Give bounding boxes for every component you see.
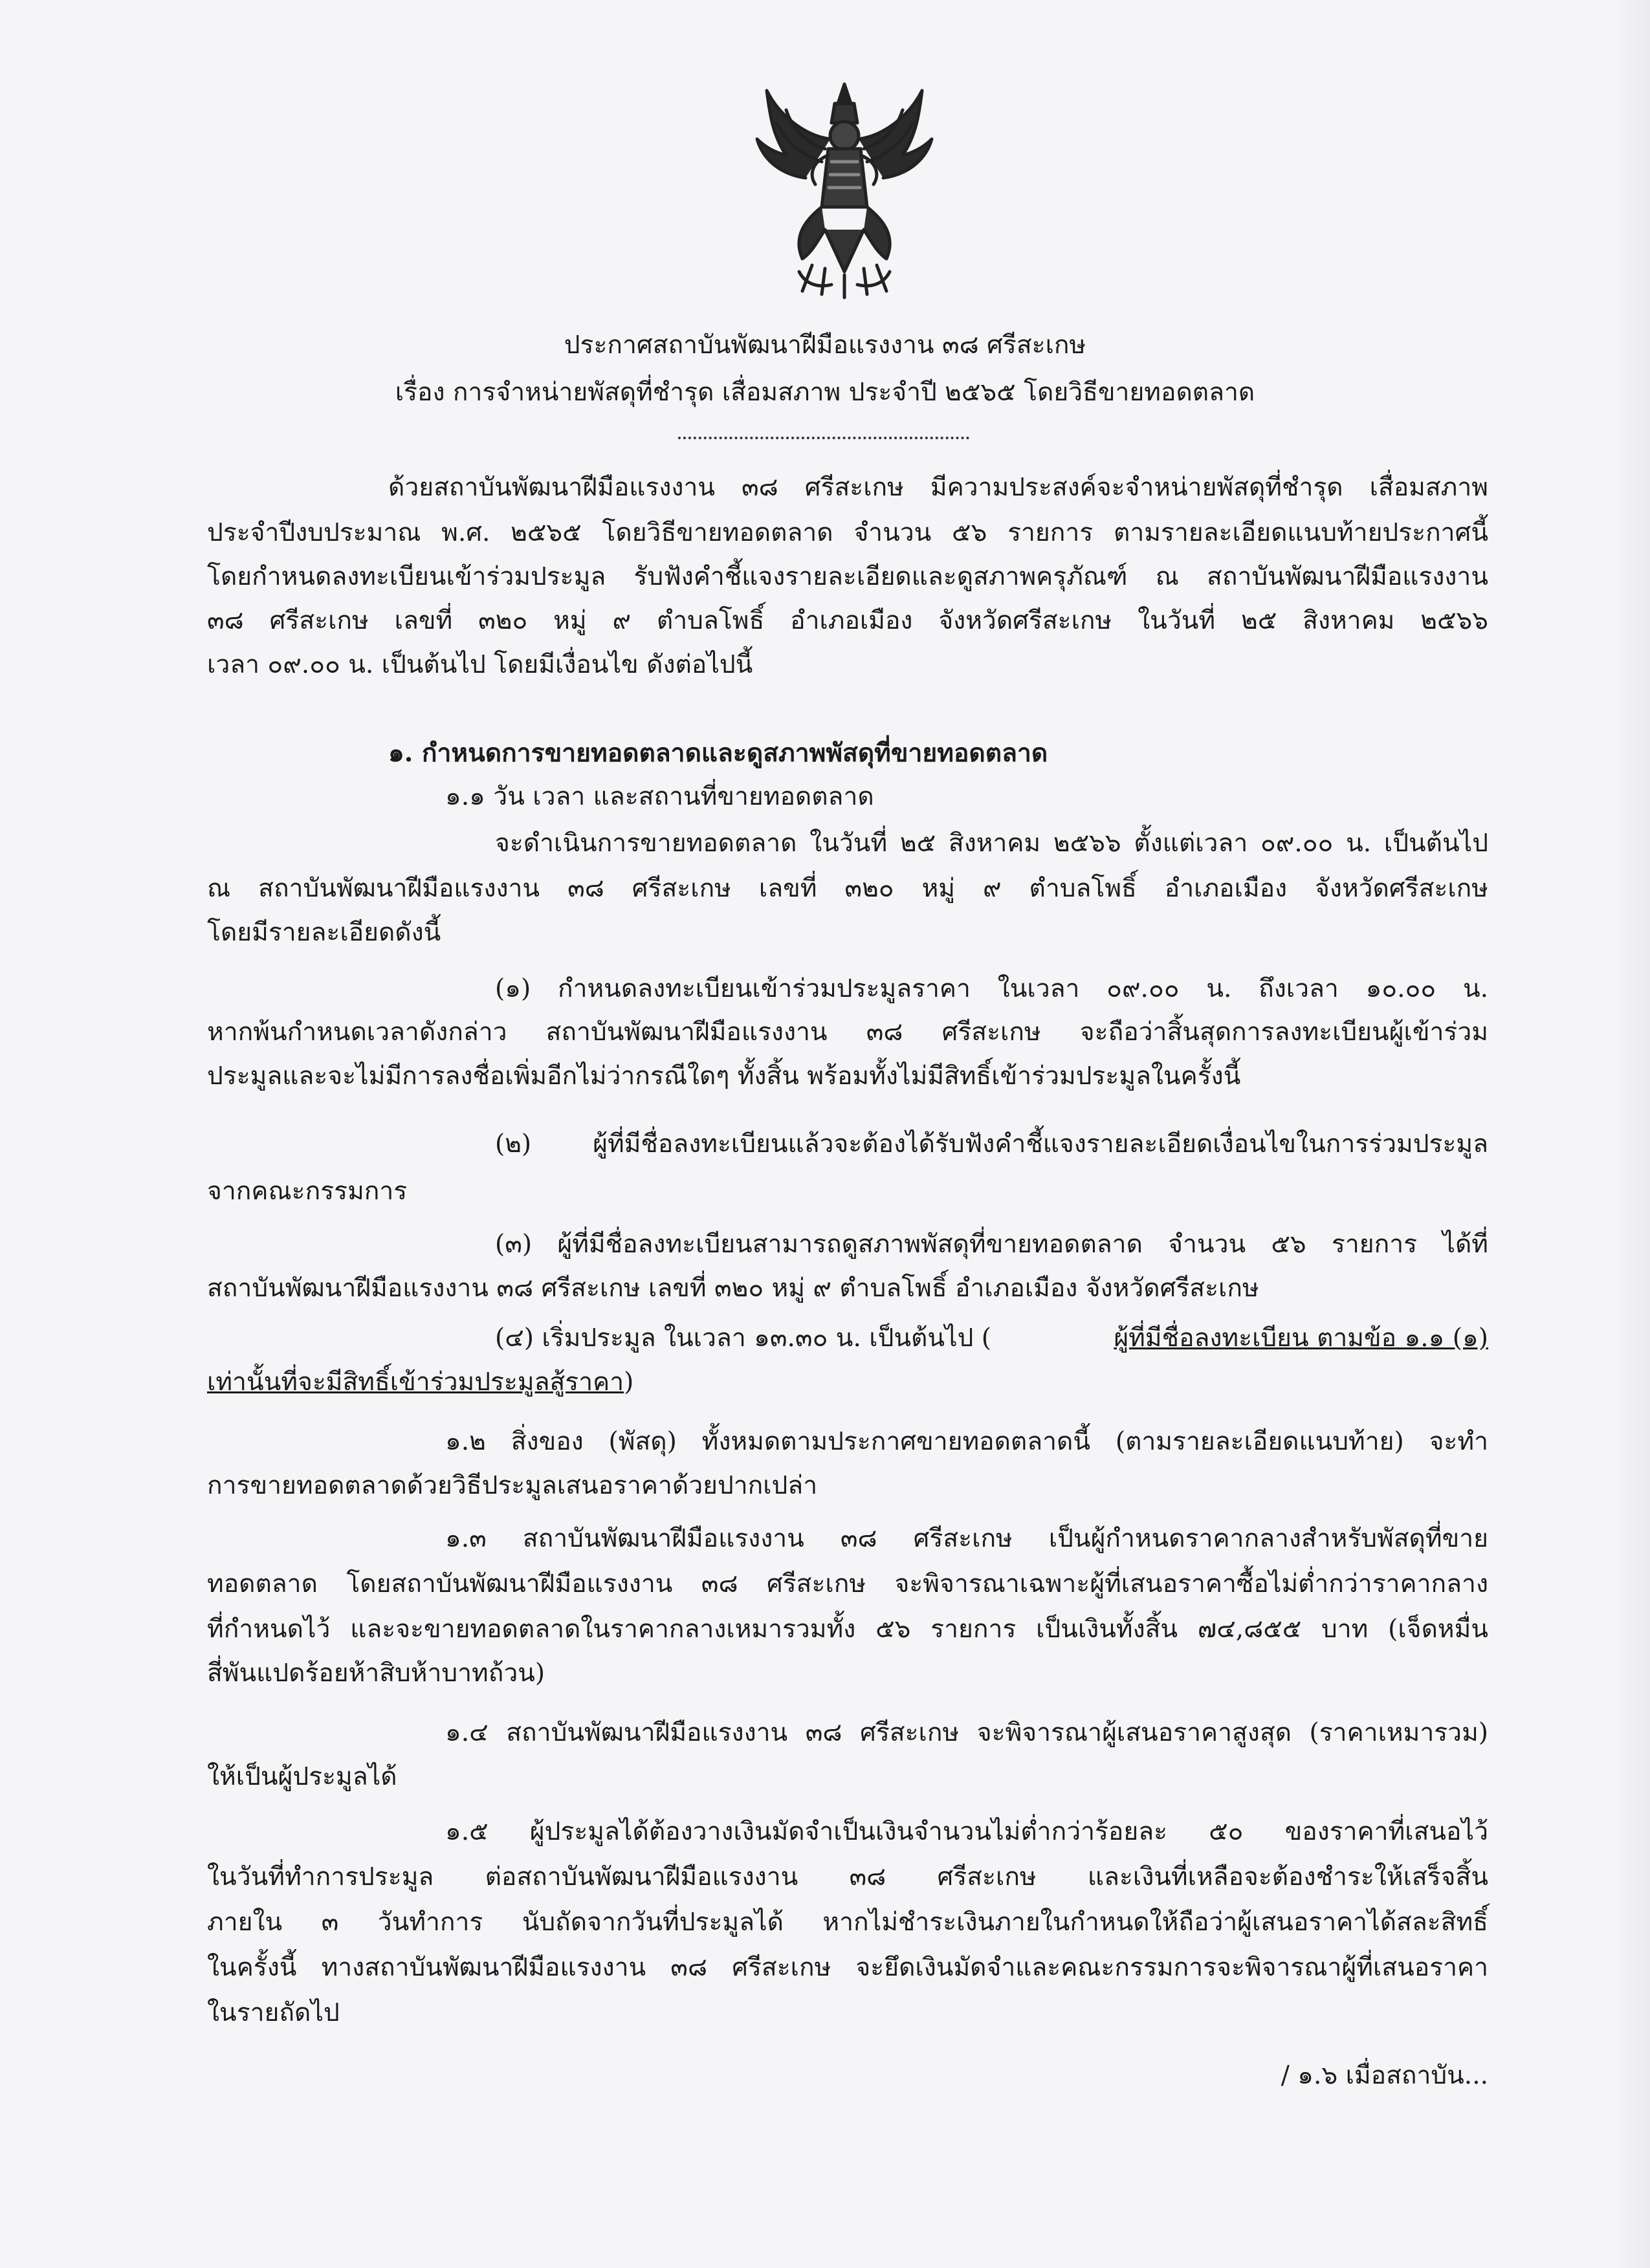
section-1-1-line: จะดำเนินการขายทอดตลาด ในวันที่ ๒๕ สิงหาคม ๒๕๖๖ ตั้งแต่เวลา ๐๙.๐๐ น. เป็นต้นไป [495, 829, 1488, 858]
section-1-3-line: ทอดตลาด โดยสถาบันพัฒนาฝีมือแรงงาน ๓๘ ศรีสะเกษ จะพิจารณาเฉพาะผู้ที่เสนอราคาซื้อไม่ต่ำกว่าราคากลาง [207, 1569, 1488, 1598]
section-1-3-line: ที่กำหนดไว้ และจะขายทอดตลาดในราคากลางเหมารวมทั้ง ๕๖ รายการ เป็นเงินทั้งสิ้น ๗๔,๘๕๕ บาท (เจ็ดหมื่น [207, 1615, 1488, 1644]
item-3-line: (๓) ผู้ที่มีชื่อลงทะเบียนสามารถดูสภาพพัสดุที่ขายทอดตลาด จำนวน ๕๖ รายการ ได้ที่ [495, 1230, 1488, 1259]
intro-line: ประจำปีงบประมาณ พ.ศ. ๒๕๖๕ โดยวิธีขายทอดตลาด จำนวน ๕๖ รายการ ตามรายละเอียดแนบท้ายประกาศนี้ [207, 518, 1488, 547]
section-1-5-line: ๑.๕ ผู้ประมูลได้ต้องวางเงินมัดจำเป็นเงินจำนวนไม่ต่ำกว่าร้อยละ ๕๐ ของราคาที่เสนอไว้ [445, 1817, 1488, 1846]
item-4-close: ) [624, 1368, 634, 1397]
intro-line: โดยกำหนดลงทะเบียนเข้าร่วมประมูล รับฟังคำชี้แจงรายละเอียดและดูสภาพครุภัณฑ์ ณ สถาบันพัฒนาฝีมือแรงงาน [207, 562, 1488, 591]
item-1-line: หากพ้นกำหนดเวลาดังกล่าว สถาบันพัฒนาฝีมือแรงงาน ๓๘ ศรีสะเกษ จะถือว่าสิ้นสุดการลงทะเบียนผู้เข้าร่วม [207, 1018, 1488, 1047]
section-1-5-line: ในวันที่ทำการประมูล ต่อสถาบันพัฒนาฝีมือแรงงาน ๓๘ ศรีสะเกษ และเงินที่เหลือจะต้องชำระให้เสร็จสิ้น [207, 1862, 1488, 1892]
section-1-5-line: ในครั้งนี้ ทางสถาบันพัฒนาฝีมือแรงงาน ๓๘ ศรีสะเกษ จะยึดเงินมัดจำและคณะกรรมการจะพิจารณาผู้ที่เสนอราคา [207, 1953, 1488, 1982]
continuation-note: / ๑.๖ เมื่อสถาบัน... [1281, 2061, 1488, 2090]
section-1-2-line: การขายทอดตลาดด้วยวิธีประมูลเสนอราคาด้วยปากเปล่า [207, 1471, 818, 1500]
title-line-2: เรื่อง การจำหน่ายพัสดุที่ชำรุด เสื่อมสภาพ ประจำปี ๒๕๖๕ โดยวิธีขายทอดตลาด [395, 378, 1255, 407]
section-1-2-line: ๑.๒ สิ่งของ (พัสดุ) ทั้งหมดตามประกาศขายทอดตลาดนี้ (ตามรายละเอียดแนบท้าย) จะทำ [445, 1427, 1488, 1456]
section-1-5-line: ภายใน ๓ วันทำการ นับถัดจากวันที่ประมูลได้ หากไม่ชำระเงินภายในกำหนดให้ถือว่าผู้เสนอราคาได้สละสิทธิ์ [207, 1908, 1488, 1937]
section-1-4-line: ๑.๔ สถาบันพัฒนาฝีมือแรงงาน ๓๘ ศรีสะเกษ จะพิจารณาผู้เสนอราคาสูงสุด (ราคาเหมารวม) [445, 1718, 1488, 1747]
item-4-underlined: ผู้ที่มีชื่อลงทะเบียน ตามข้อ ๑.๑ (๑) [1114, 1324, 1488, 1353]
section-1-1-heading: ๑.๑ วัน เวลา และสถานที่ขายทอดตลาด [445, 782, 874, 811]
title-line-1: ประกาศสถาบันพัฒนาฝีมือแรงงาน ๓๘ ศรีสะเกษ [564, 331, 1086, 360]
item-3-line: สถาบันพัฒนาฝีมือแรงงาน ๓๘ ศรีสะเกษ เลขที่ ๓๒๐ หมู่ ๙ ตำบลโพธิ์ อำเภอเมือง จังหวัดศรีสะเกษ [207, 1274, 1259, 1303]
section-1-3-line: สี่พันแปดร้อยห้าสิบห้าบาทถ้วน) [207, 1659, 545, 1688]
section-1-heading: ๑. กำหนดการขายทอดตลาดและดูสภาพพัสดุที่ขายทอดตลาด [388, 738, 1048, 768]
item-4-line [495, 1323, 1488, 1354]
item-1-line: (๑) กำหนดลงทะเบียนเข้าร่วมประมูลราคา ในเวลา ๐๙.๐๐ น. ถึงเวลา ๑๐.๐๐ น. [495, 974, 1488, 1003]
item-1-line: ประมูลและจะไม่มีการลงชื่อเพิ่มอีกไม่ว่ากรณีใดๆ ทั้งสิ้น พร้อมทั้งไม่มีสิทธิ์เข้าร่วมประมูลในครั้งนี้ [207, 1062, 1241, 1091]
title-divider [678, 437, 969, 439]
intro-line: ๓๘ ศรีสะเกษ เลขที่ ๓๒๐ หมู่ ๙ ตำบลโพธิ์ อำเภอเมือง จังหวัดศรีสะเกษ ในวันที่ ๒๕ สิงหาคม ๒๕๖๖ [207, 606, 1488, 635]
section-1-1-line: โดยมีรายละเอียดดังนี้ [207, 918, 441, 947]
section-1-5-line: ในรายถัดไป [207, 1998, 340, 2027]
item-4-text: (๔) เริ่มประมูล ในเวลา ๑๓.๓๐ น. เป็นต้นไป ( [495, 1324, 991, 1353]
section-1-4-line: ให้เป็นผู้ประมูลได้ [207, 1762, 397, 1791]
garuda-emblem-icon [747, 78, 941, 304]
section-1-1-line: ณ สถาบันพัฒนาฝีมือแรงงาน ๓๘ ศรีสะเกษ เลขที่ ๓๒๐ หมู่ ๙ ตำบลโพธิ์ อำเภอเมือง จังหวัดศรีสะเกษ [207, 874, 1488, 903]
item-2-line: (๒) ผู้ที่มีชื่อลงทะเบียนแล้วจะต้องได้รับฟังคำชี้แจงรายละเอียดเงื่อนไขในการร่วมประมูล [495, 1129, 1488, 1159]
section-1-3-line: ๑.๓ สถาบันพัฒนาฝีมือแรงงาน ๓๘ ศรีสะเกษ เป็นผู้กำหนดราคากลางสำหรับพัสดุที่ขาย [445, 1524, 1488, 1553]
item-2-line: จากคณะกรรมการ [207, 1177, 408, 1206]
intro-line: ด้วยสถาบันพัฒนาฝีมือแรงงาน ๓๘ ศรีสะเกษ มีความประสงค์จะจำหน่ายพัสดุที่ชำรุด เสื่อมสภาพ [388, 473, 1488, 502]
intro-line: เวลา ๐๙.๐๐ น. เป็นต้นไป โดยมีเงื่อนไข ดังต่อไปนี้ [207, 650, 753, 679]
item-4-underlined: เท่านั้นที่จะมีสิทธิ์เข้าร่วมประมูลสู้ราคา [207, 1368, 624, 1397]
item-4-line [207, 1367, 633, 1398]
